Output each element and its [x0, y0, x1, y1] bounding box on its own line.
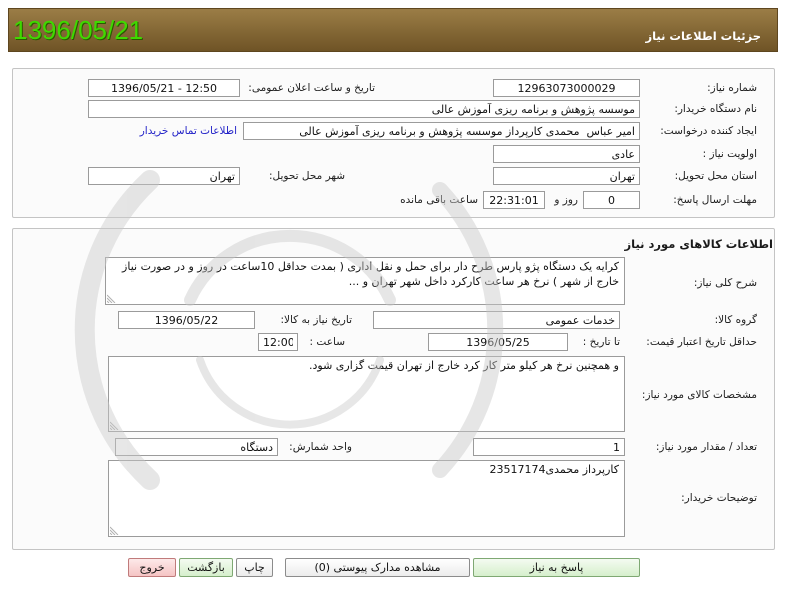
summary-text: کرایه یک دستگاه پژو پارس طرح دار برای حمل و نقل اداری ( بمدت حداقل 10ساعت در روز و در صورت نیاز خارج از شهر ) نرخ هر ساعت کارکرد داخل شهر تهران و ... [122, 260, 619, 288]
quantity-label: تعداد / مقدار مورد نیاز: [655, 441, 757, 453]
until-date-label: تا تاریخ : [582, 336, 620, 348]
print-button[interactable]: چاپ [236, 558, 273, 577]
buyer-org-label: نام دستگاه خریدار: [674, 103, 757, 115]
remaining-text: ساعت باقی مانده [400, 194, 478, 206]
goods-group-field[interactable] [373, 311, 620, 329]
creator-label: ایجاد کننده درخواست: [660, 125, 757, 137]
creator-field[interactable] [243, 122, 640, 140]
announce-date-field[interactable] [88, 79, 240, 97]
announce-date-label: تاریخ و ساعت اعلان عمومی: [248, 82, 375, 94]
province-label: استان محل تحویل: [674, 170, 757, 182]
summary-label: شرح کلی نیاز: [693, 277, 757, 289]
until-date-field[interactable] [428, 333, 568, 351]
need-number-field[interactable] [493, 79, 640, 97]
city-label: شهر محل تحویل: [269, 170, 345, 182]
deadline-label: مهلت ارسال پاسخ: [673, 194, 757, 206]
goods-section-title: اطلاعات کالاهای مورد نیاز [624, 237, 773, 251]
buyer-notes-label: توضیحات خریدار: [681, 492, 757, 504]
price-validity-label: حداقل تاریخ اعتبار قیمت: [646, 336, 757, 348]
buyer-org-field[interactable] [88, 100, 640, 118]
resize-grip-icon[interactable] [110, 421, 119, 430]
province-field[interactable] [493, 167, 640, 185]
goods-group-label: گروه کالا: [714, 314, 757, 326]
specs-label: مشخصات کالای مورد نیاز: [641, 389, 757, 401]
city-field[interactable] [88, 167, 240, 185]
summary-textarea[interactable] [105, 257, 625, 305]
unit-label: واحد شمارش: [289, 441, 352, 453]
deadline-time-field[interactable] [483, 191, 545, 209]
resize-grip-icon[interactable] [110, 526, 119, 535]
unit-field[interactable] [115, 438, 278, 456]
respond-button[interactable]: پاسخ به نیاز [473, 558, 640, 577]
days-and-text: روز و [554, 194, 578, 206]
header-date: 1396/05/21 [13, 15, 144, 45]
specs-textarea[interactable] [108, 356, 625, 432]
buyer-notes-textarea[interactable] [108, 460, 625, 537]
priority-label: اولویت نیاز : [702, 148, 757, 160]
buyer-contact-link[interactable]: اطلاعات تماس خریدار [139, 125, 237, 137]
priority-field[interactable] [493, 145, 640, 163]
resize-grip-icon[interactable] [107, 294, 116, 303]
attachments-button[interactable]: مشاهده مدارک پیوستی (0) [285, 558, 470, 577]
need-date-field[interactable] [118, 311, 255, 329]
page-title: جزئیات اطلاعات نیاز [645, 29, 761, 43]
validity-time-field[interactable] [258, 333, 298, 351]
back-button[interactable]: بازگشت [179, 558, 233, 577]
need-number-label: شماره نیاز: [707, 82, 757, 94]
quantity-field[interactable] [473, 438, 625, 456]
specs-text: و همچنین نرخ هر کیلو متر کار کرد خارج از تهران قیمت گزاری شود. [309, 359, 619, 372]
buyer-notes-text: کارپرداز محمدی23517174 [489, 463, 619, 476]
deadline-days-field[interactable] [583, 191, 640, 209]
page-header [8, 8, 778, 52]
validity-time-label: ساعت : [309, 336, 345, 348]
exit-button[interactable]: خروج [128, 558, 176, 577]
need-date-label: تاریخ نیاز به کالا: [280, 314, 352, 326]
